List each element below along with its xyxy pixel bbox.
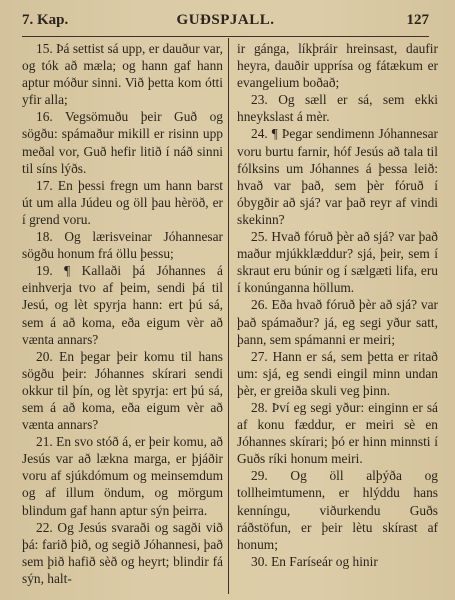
- verse-29: 29. Og öll alþýða og tollheimtumenn, er hlýddu hans kenníngu, viðurkendu Guðs ráðstöfun, er þeir lètu skírast af honum;: [237, 468, 438, 552]
- verse-30: 30. En Faríseár og hinir: [251, 553, 378, 569]
- page-number: 127: [406, 12, 429, 28]
- verse-23: 23. Og sæll er sá, sem ekki hneykslast á mèr.: [237, 92, 438, 125]
- verse-25: 25. Hvað fóruð þèr að sjá? var það maður mjúkklæddur? sjá, þeir, sem í skraut eru búnir og í sælgæti lifa, eru í konúnganna höllum.: [237, 229, 438, 296]
- verse-22: 22. Og Jesús svaraði og sagði við þá: farið þið, og segið Jóhannesi, það sem þið hafið sèð og heyrt; blindir fá sýn, halt-: [22, 519, 223, 586]
- verse-24: 24. ¶ Þegar sendimenn Jóhannesar voru burtu farnir, hóf Jesús að tala til fólksins um Jóhannes á þessa leið: hvað var það, sem þèr fóruð í óbygðir að sjá? var það reyr af vindi skekinn?: [237, 126, 438, 227]
- page-header: [22, 12, 429, 34]
- right-column: [237, 40, 438, 570]
- left-column: [22, 40, 223, 587]
- verse-17: 17. En þessi fregn um hann barst út um alla Júdeu og öll þau hèröð, er í grend voru.: [22, 177, 223, 227]
- verse-22-continued: ir gánga, líkþráir hreinsast, daufir heyra, dauðir upprísa og fátækum er evangelium boðað;: [237, 41, 438, 91]
- verse-19: 19. ¶ Kallaði þá Jóhannes á einhverja tvo af þeim, sendi þá til Jesú, og lèt spyrja hann: ert þú sá, sem á að koma, eða eigum vèr að vænta annars?: [22, 263, 223, 347]
- column-divider: [228, 38, 229, 594]
- verse-26: 26. Eða hvað fóruð þèr að sjá? var það spámaður? já, eg segi yður satt, þann, sem spámanni er meiri;: [237, 297, 438, 347]
- verse-15: 15. Þá settist sá upp, er dauður var, og tók að mæla; og hann gaf hann aptur móður sinni. Við þetta kom ótti yfir alla;: [22, 41, 223, 108]
- chapter-label: 7. Kap.: [22, 12, 69, 28]
- verse-27: 27. Hann er sá, sem þetta er ritað um: sjá, eg sendi eingil minn undan þèr, er greiða skuli veg þinn.: [237, 348, 438, 398]
- verse-18: 18. Og lærisveinar Jóhannesar sögðu honum frá öllu þessu;: [22, 229, 223, 262]
- verse-28: 28. Því eg segi yður: einginn er sá af konu fæddur, er meiri sè en Jóhannes skírari; þó er hinn minnsti í Guðs ríki honum meiri.: [237, 399, 438, 467]
- header-rule: [22, 36, 429, 37]
- verse-21: 21. En svo stóð á, er þeir komu, að Jesús var að lækna marga, er þjáðir voru af sjúkdómum og meinsemdum og af illum öndum, og mörgum blindum gaf hann aptur sýn þeirra.: [22, 434, 223, 518]
- verse-20: 20. En þegar þeir komu til hans sögðu þeir: Jóhannes skírari sendi okkur til þín, og lèt spyrja: ert þú sá, sem á að koma, eða eigum vèr að vænta annars?: [22, 348, 223, 433]
- running-title: GUÐSPJALL.: [176, 12, 275, 28]
- verse-16: 16. Vegsömuðu þeir Guð og sögðu: spámaður mikill er risinn upp meðal vor, Guð hefir litið í náð sinni til síns lýðs.: [22, 109, 223, 176]
